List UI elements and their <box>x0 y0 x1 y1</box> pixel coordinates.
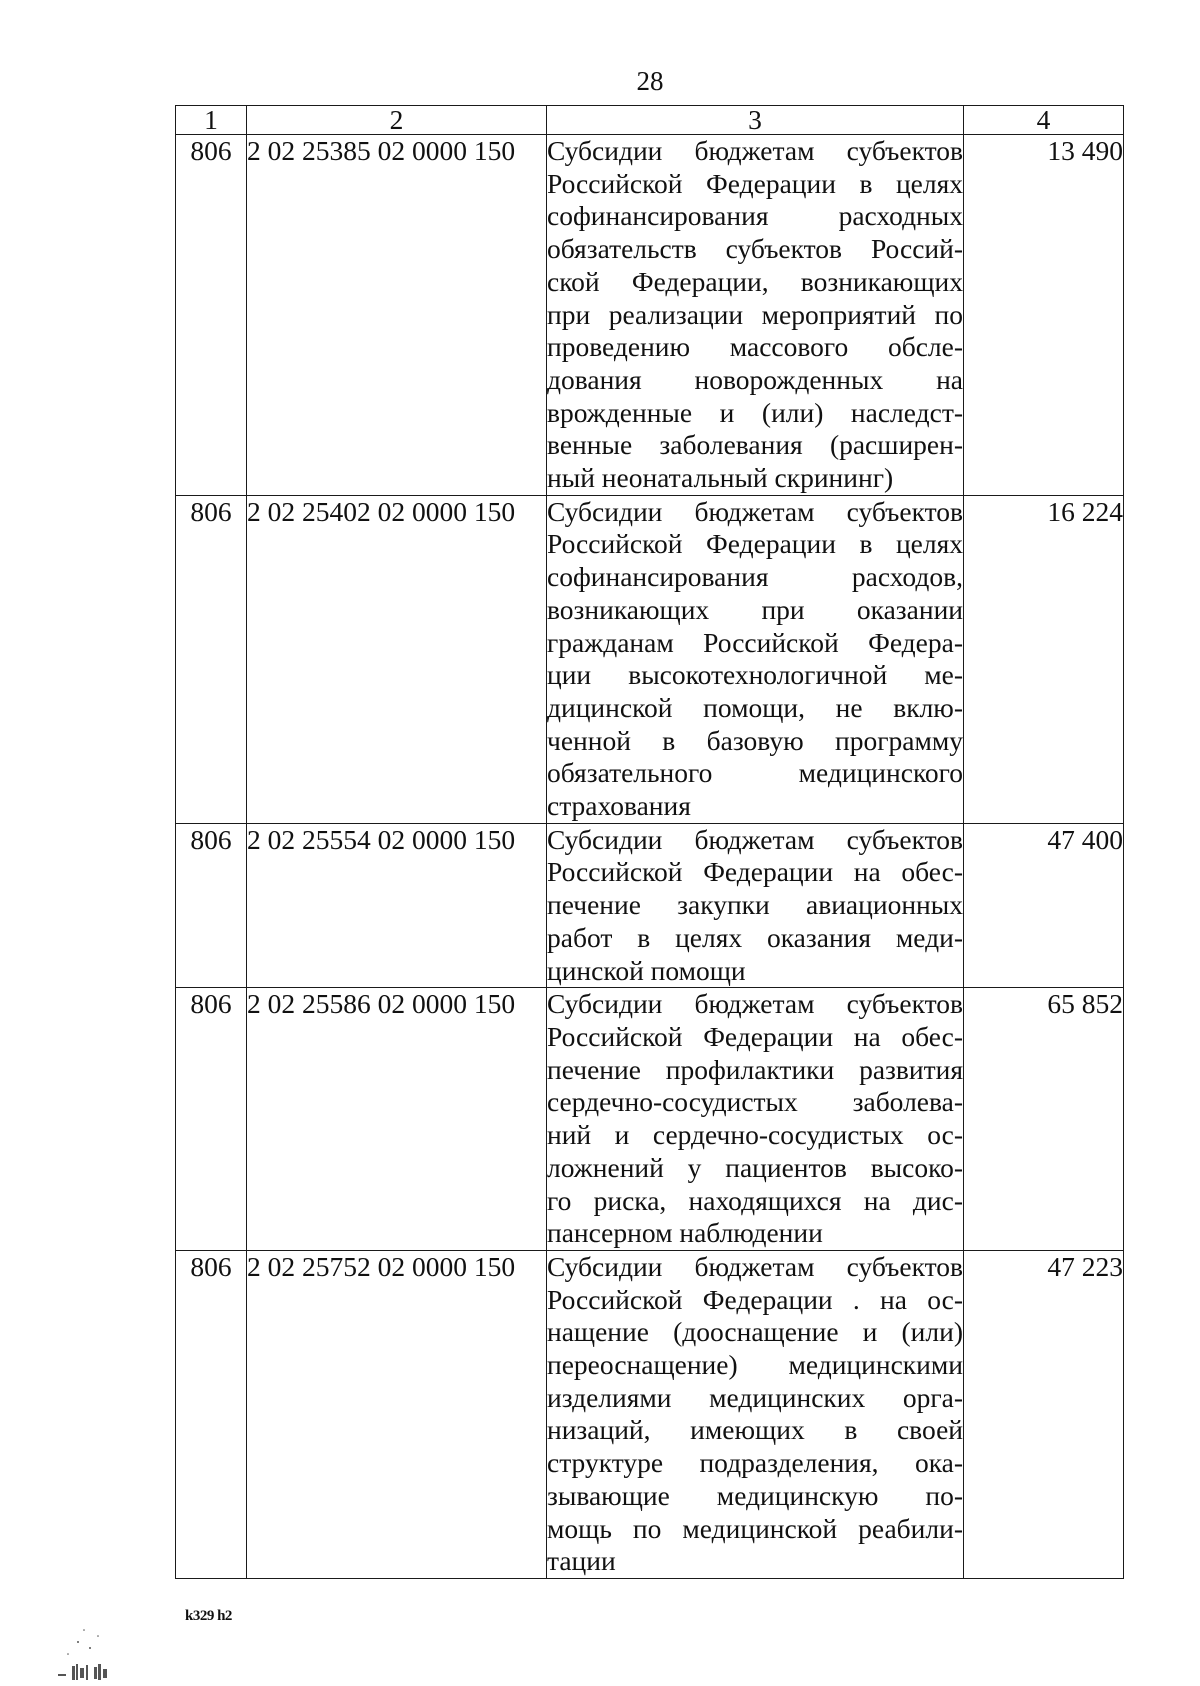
admin-code-cell: 806 <box>176 823 247 988</box>
income-name-cell <box>547 1250 964 1578</box>
budget-table <box>175 105 1124 1579</box>
column-header-4: 4 <box>964 106 1124 135</box>
scan-stamp-mark <box>28 1608 118 1686</box>
income-name-line: Субсидии бюджетам субъектов <box>547 135 963 166</box>
page-number: 28 <box>636 66 664 96</box>
income-name-line: дицинской помощи, не вклю- <box>547 691 963 723</box>
income-name-line: страхования <box>547 790 691 822</box>
income-name-line: возникающих при оказании <box>547 593 963 625</box>
income-name-line: тации <box>547 1545 616 1577</box>
income-name-cell <box>547 823 964 988</box>
budget-code-cell: 2 02 25554 02 0000 150 <box>247 823 547 988</box>
income-name-line: ции высокотехнологичной ме- <box>547 659 963 691</box>
income-name-line: изделиями медицинских орга- <box>547 1381 963 1413</box>
amount-cell: 16 224 <box>964 495 1124 823</box>
income-name-line: проведению массового обсле- <box>547 331 963 363</box>
budget-code-cell: 2 02 25402 02 0000 150 <box>247 495 547 823</box>
income-name-line: печение профилактики развития <box>547 1053 963 1085</box>
income-name-line: Российской Федерации на обес- <box>547 856 963 888</box>
income-name-line: Российской Федерации . на ос- <box>547 1283 963 1315</box>
footer-code: k329 h2 <box>185 1608 232 1624</box>
income-name-line: Субсидии бюджетам субъектов <box>547 988 963 1020</box>
income-name-line: нащение (дооснащение и (или) <box>547 1316 963 1348</box>
income-name-line: софинансирования расходов, <box>547 561 963 593</box>
income-name-line: дования новорожденных на <box>547 363 963 395</box>
income-name-line: гражданам Российской Федера- <box>547 626 963 658</box>
admin-code-cell: 806 <box>176 495 247 823</box>
table-body <box>176 135 1124 1579</box>
income-name-line: ской Федерации, возникающих <box>547 265 963 297</box>
income-name-line: Российской Федерации в целях <box>547 167 963 199</box>
table-row <box>176 135 1124 496</box>
income-name-line: венные заболевания (расширен- <box>547 429 963 461</box>
income-name-line: ний и сердечно-сосудистых ос- <box>547 1119 963 1151</box>
table-header <box>176 106 1124 135</box>
budget-code-cell: 2 02 25752 02 0000 150 <box>247 1250 547 1578</box>
income-name-line: зывающие медицинскую по- <box>547 1479 963 1511</box>
income-name-line: Субсидии бюджетам субъектов <box>547 823 963 855</box>
income-name-line: софинансирования расходных <box>547 200 963 232</box>
income-name-line: низаций, имеющих в своей <box>547 1414 963 1446</box>
header-row <box>176 106 1124 135</box>
column-header-1: 1 <box>176 106 247 135</box>
table-row <box>176 495 1124 823</box>
income-name-line: го риска, находящихся на дис- <box>547 1184 963 1216</box>
column-header-2: 2 <box>247 106 547 135</box>
amount-cell: 47 400 <box>964 823 1124 988</box>
income-name-line: работ в целях оказания меди- <box>547 921 963 953</box>
income-name-cell <box>547 988 964 1251</box>
income-name-cell <box>547 495 964 823</box>
table-row <box>176 823 1124 988</box>
income-name-line: пансерном наблюдении <box>547 1217 823 1249</box>
income-name-line: Субсидии бюджетам субъектов <box>547 495 963 527</box>
income-name-line: переоснащение) медицинскими <box>547 1349 963 1381</box>
admin-code-cell: 806 <box>176 988 247 1251</box>
income-name-line: Российской Федерации на обес- <box>547 1020 963 1052</box>
amount-cell: 65 852 <box>964 988 1124 1251</box>
income-name-line: мощь по медицинской реабили- <box>547 1512 963 1544</box>
income-name-line: структуре подразделения, ока- <box>547 1447 963 1479</box>
income-name-cell <box>547 135 964 496</box>
budget-code-cell: 2 02 25385 02 0000 150 <box>247 135 547 496</box>
income-name-line: печение закупки авиационных <box>547 889 963 921</box>
income-name-line: ченной в базовую программу <box>547 724 963 756</box>
admin-code-cell: 806 <box>176 1250 247 1578</box>
income-name-line: при реализации мероприятий по <box>547 298 963 330</box>
admin-code-cell: 806 <box>176 135 247 496</box>
table-row <box>176 988 1124 1251</box>
income-name-line: сердечно-сосудистых заболева- <box>547 1086 963 1118</box>
income-name-line: обязательного медицинского <box>547 757 963 789</box>
income-name-line: ный неонатальный скрининг) <box>547 462 894 494</box>
table-row <box>176 1250 1124 1578</box>
income-name-line: цинской помощи <box>547 954 746 986</box>
amount-cell: 13 490 <box>964 135 1124 496</box>
income-name-line: Российской Федерации в целях <box>547 528 963 560</box>
column-header-3: 3 <box>547 106 964 135</box>
income-name-line: Субсидии бюджетам субъектов <box>547 1250 963 1282</box>
budget-code-cell: 2 02 25586 02 0000 150 <box>247 988 547 1251</box>
income-name-line: ложнений у пациентов высоко- <box>547 1151 963 1183</box>
income-name-line: обязательств субъектов Россий- <box>547 233 963 265</box>
amount-cell: 47 223 <box>964 1250 1124 1578</box>
income-name-line: врожденные и (или) наследст- <box>547 396 963 428</box>
